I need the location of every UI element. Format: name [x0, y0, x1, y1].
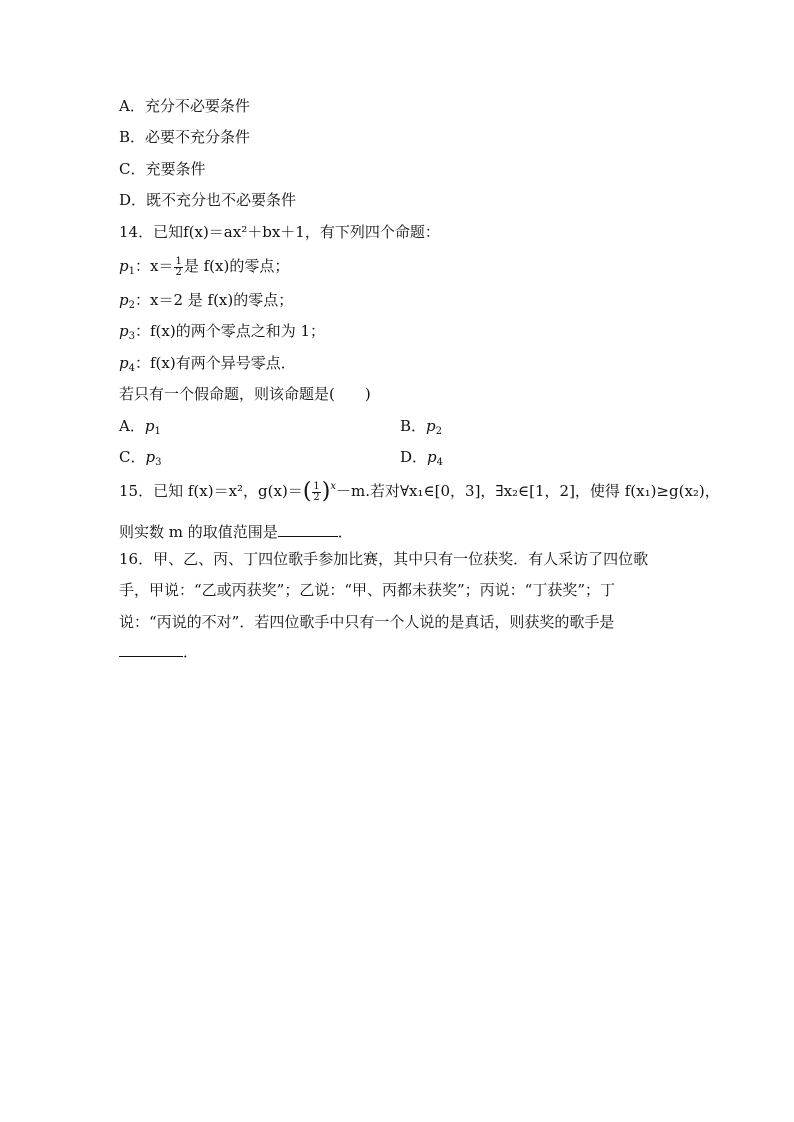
q16-line-3: 说：“丙说的不对”．若四位歌手中只有一个人说的是真话，则获奖的歌手是 — [119, 613, 615, 631]
q16-line-2: 手，甲说：“乙或丙获奖”；乙说：“甲、丙都未获奖”；丙说：“丁获奖”；丁 — [119, 581, 616, 599]
q14-p1-fraction: $\frac{1}{2}$ — [175, 255, 182, 278]
q15-line-1: 15．已知 f(x)＝x²，g(x)＝( $\frac{1}{2}$ )$^x$－m.若对∀x₁∈[0，3]，∃x₂∈[1，2]，使得 f(x₁)≥g(x₂)， — [119, 479, 720, 504]
q16-line-1: 16．甲、乙、丙、丁四位歌手参加比赛，其中只有一位获奖．有人采访了四位歌 — [119, 550, 649, 568]
q15-fraction: $\frac{1}{2}$ — [313, 480, 320, 503]
q14-p1-text: 是 f(x)的零点； — [183, 257, 290, 275]
q14-function: f(x)＝ax²＋bx＋1，有下列四个命题： — [183, 223, 440, 241]
q14-p3-text: ：f(x)的两个零点之和为 1； — [134, 322, 326, 340]
q14-p1: $p_1$：x＝ $\frac{1}{2}$ 是 f(x)的零点； — [119, 255, 290, 278]
q14-p1-x: x＝ — [150, 257, 174, 275]
q14-p2-text: ：x＝2 是 f(x)的零点； — [134, 291, 294, 309]
q14-p4-text: ：f(x)有两个异号零点． — [134, 354, 296, 372]
q14-option-c: C．$p_3$ — [119, 448, 162, 468]
q16-answer-blank[interactable] — [119, 642, 183, 657]
q13-option-b: B．必要不充分条件 — [119, 128, 251, 146]
q13-option-c: C．充要条件 — [119, 160, 206, 178]
q16-line-4: ． — [119, 642, 198, 662]
q14-prefix: 14．已知 — [119, 223, 184, 241]
q15-stem-a: 15．已知 f(x)＝x²，g(x)＝ — [119, 482, 303, 500]
q14-option-d: D．$p_4$ — [400, 448, 444, 468]
q14-question: 若只有一个假命题，则该命题是( ) — [119, 385, 371, 403]
q14-stem — [119, 222, 440, 242]
q15-line-2: 则实数 m 的取值范围是 ． — [119, 523, 353, 541]
q15-exponent: x — [330, 481, 337, 492]
q14-p3: $p_3$：f(x)的两个零点之和为 1； — [119, 322, 326, 342]
q14-option-b: B．$p_2$ — [400, 417, 443, 437]
q13-option-d: D．既不充分也不必要条件 — [119, 191, 297, 209]
q14-p1-colon: ： — [134, 257, 150, 275]
q14-option-a: A．$p_1$ — [119, 417, 161, 437]
q15-stem-b: －m.若对∀x₁∈[0，3]，∃x₂∈[1，2]，使得 f(x₁)≥g(x₂)， — [336, 482, 720, 500]
q13-option-a: A．充分不必要条件 — [119, 97, 250, 115]
q14-p4: $p_4$：f(x)有两个异号零点． — [119, 354, 296, 374]
q14-p2: $p_2$：x＝2 是 f(x)的零点； — [119, 291, 294, 311]
q15-answer-blank[interactable] — [278, 522, 338, 537]
